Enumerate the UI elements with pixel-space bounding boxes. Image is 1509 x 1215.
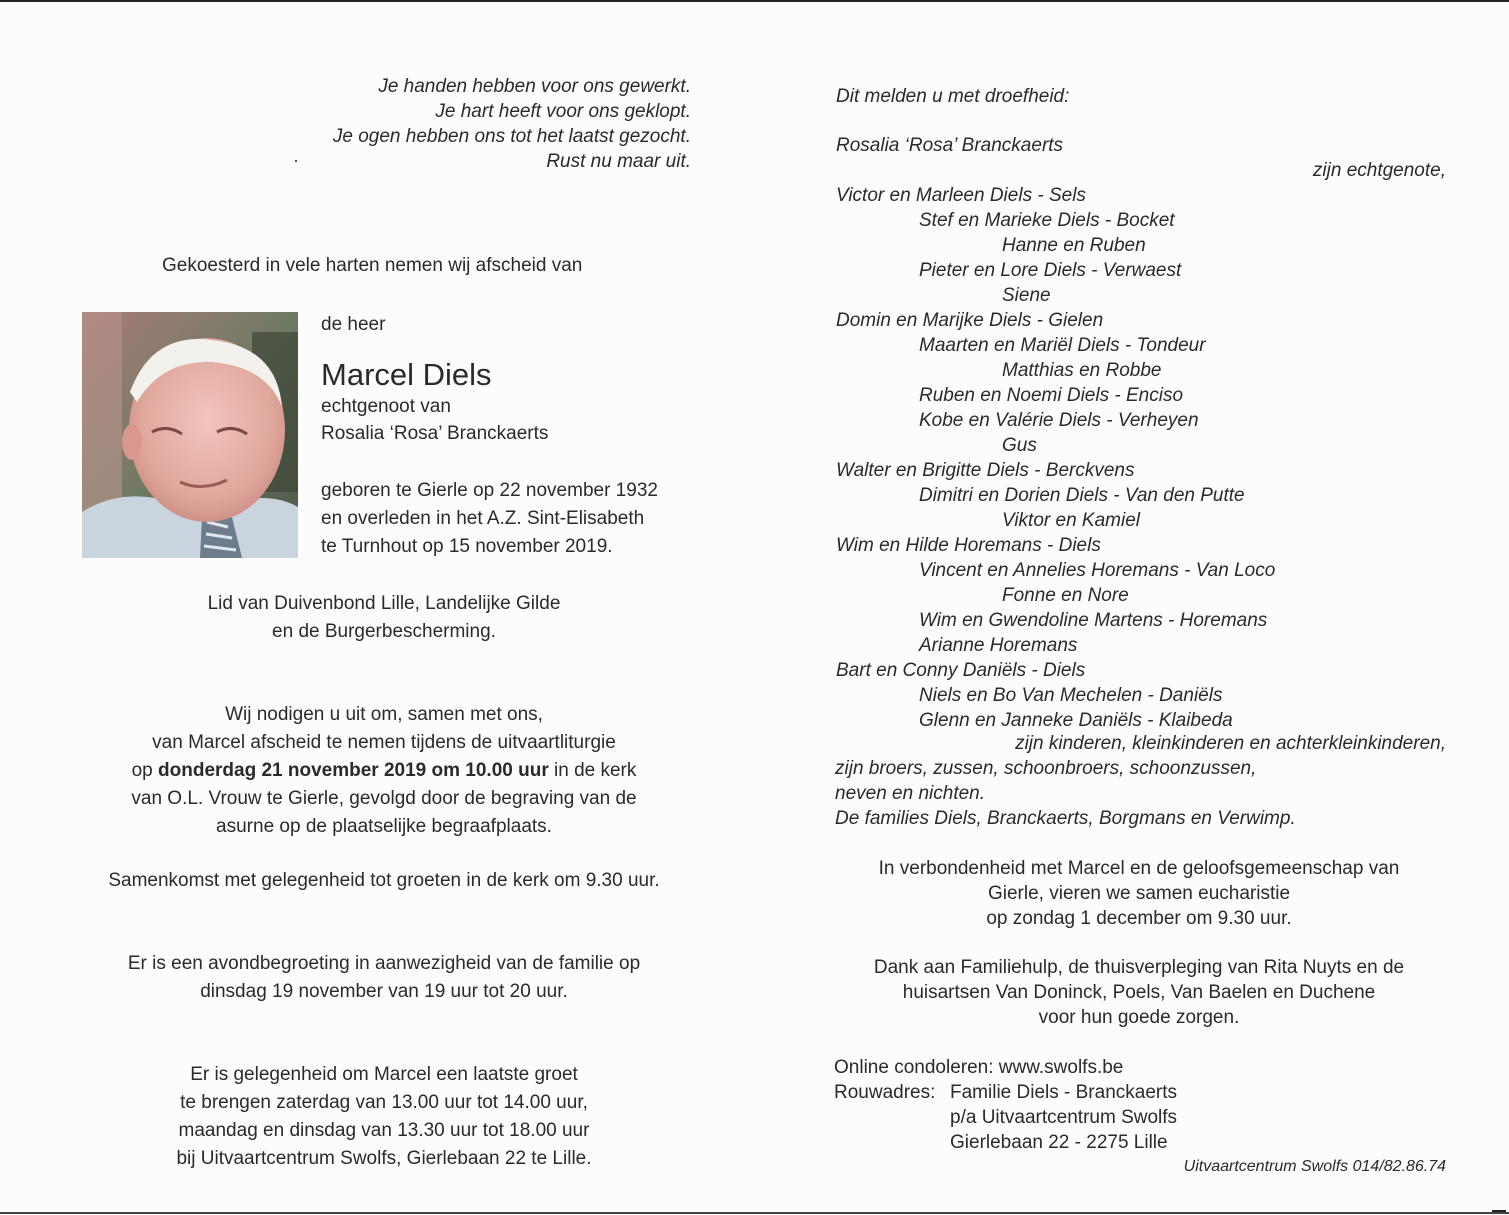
viewing-line: Er is gelegenheid om Marcel een laatste groet [190,1064,578,1085]
eucharist-line: op zondag 1 december om 9.30 uur. [986,908,1292,929]
family-member-line: Hanne en Ruben [1002,235,1146,256]
online-condolence: Online condoleren: www.swolfs.be [834,1057,1124,1078]
evening-line: Er is een avondbegroeting in aanwezigheid van de familie op [127,953,641,974]
invitation-line: van O.L. Vrouw te Gierle, gevolgd door de begraving van de [131,788,637,809]
membership [134,590,634,646]
viewing-hours [84,1061,684,1173]
address-label: Rouwadres: [834,1082,936,1103]
invitation-line: asurne op de plaatselijke begraafplaats. [216,816,552,837]
funeral-home-footer: Uitvaartcentrum Swolfs 014/82.86.74 [1183,1158,1446,1175]
address-line: Familie Diels - Branckaerts [950,1082,1177,1103]
birth-death-info [321,477,658,561]
children-role: zijn kinderen, kleinkinderen en achterkleinkinderen, [1015,733,1446,754]
relatives-line: neven en nichten. [835,783,986,804]
birth-line: en overleden in het A.Z. Sint-Elisabeth [321,508,645,529]
thanks-line: voor hun goede zorgen. [1038,1007,1240,1028]
memorial-poem [250,74,691,174]
viewing-line: maandag en dinsdag van 13.30 uur tot 18.00 uur [178,1120,590,1141]
farewell-intro: Gekoesterd in vele harten nemen wij afscheid van [162,255,583,276]
evening-visitation [64,950,704,1006]
family-member-line: Dimitri en Dorien Diels - Van den Putte [919,485,1245,506]
birth-line: geboren te Gierle op 22 november 1932 [321,480,658,501]
family-member-line: Siene [1002,285,1051,306]
thanks-line: huisartsen Van Doninck, Poels, Van Baelen en Duchene [902,982,1376,1003]
membership-line: Lid van Duivenbond Lille, Landelijke Gilde [207,593,561,614]
funeral-datetime: donderdag 21 november 2019 om 10.00 uur [158,760,549,781]
fold-mark [1492,1210,1506,1212]
announcement: Dit melden u met droefheid: [836,86,1070,107]
eucharist-line: In verbondenheid met Marcel en de geloofsgemeenschap van [878,858,1400,879]
family-list [836,183,1456,733]
family-member-line: Victor en Marleen Diels - Sels [836,185,1086,206]
poem-line: Je hart heeft voor ons geklopt. [435,101,691,122]
poem-line: Je ogen hebben ons tot het laatst gezocht. [332,126,691,147]
poem-line: Rust nu maar uit. [546,151,691,172]
portrait-photo [82,312,298,558]
family-member-line: Niels en Bo Van Mechelen - Daniëls [919,685,1223,706]
relatives-line: De families Diels, Branckaerts, Borgmans en Verwimp. [835,808,1296,829]
invitation-line: van Marcel afscheid te nemen tijdens de uitvaartliturgie [152,732,616,753]
family-member-line: Arianne Horemans [919,635,1078,656]
family-member-line: Wim en Hilde Horemans - Diels [836,535,1101,556]
address-line: Gierlebaan 22 - 2275 Lille [950,1132,1168,1153]
bottom-border [0,1212,1509,1214]
thanks-line: Dank aan Familiehulp, de thuisverpleging van Rita Nuyts en de [873,957,1405,978]
eucharist-line: Gierle, vieren we samen eucharistie [987,883,1291,904]
family-member-line: Stef en Marieke Diels - Bocket [919,210,1175,231]
thanks-note [829,955,1449,1030]
family-member-line: Matthias en Robbe [1002,360,1162,381]
widow-role: zijn echtgenote, [1312,160,1446,181]
invitation-line [84,757,684,785]
viewing-line: te brengen zaterdag van 13.00 uur tot 14.00 uur, [180,1092,588,1113]
honorific: de heer [321,314,386,335]
widow-name: Rosalia ‘Rosa’ Branckaerts [836,135,1064,156]
family-member-line: Domin en Marijke Diels - Gielen [836,310,1104,331]
mourning-address [950,1080,1177,1155]
viewing-line: bij Uitvaartcentrum Swolfs, Gierlebaan 22 te Lille. [176,1148,592,1169]
family-member-line: Vincent en Annelies Horemans - Van Loco [919,560,1276,581]
family-member-line: Walter en Brigitte Diels - Berckvens [836,460,1135,481]
spouse-label: echtgenoot van [321,396,451,417]
funeral-invitation [84,701,684,841]
family-member-line: Gus [1002,435,1037,456]
family-member-line: Viktor en Kamiel [1002,510,1140,531]
membership-line: en de Burgerbescherming. [272,621,496,642]
poem-line: Je handen hebben voor ons gewerkt. [378,76,691,97]
family-member-line: Kobe en Valérie Diels - Verheyen [919,410,1199,431]
birth-line: te Turnhout op 15 november 2019. [321,536,613,557]
invitation-line: Wij nodigen u uit om, samen met ons, [225,704,543,725]
spouse-name: Rosalia ‘Rosa’ Branckaerts [321,423,549,444]
deceased-name: Marcel Diels [321,357,492,392]
address-line: p/a Uitvaartcentrum Swolfs [950,1107,1178,1128]
top-border [0,0,1509,2]
relatives-line: zijn broers, zussen, schoonbroers, schoonzussen, [835,758,1257,779]
family-member-line: Wim en Gwendoline Martens - Horemans [919,610,1268,631]
family-member-line: Ruben en Noemi Diels - Enciso [919,385,1184,406]
family-member-line: Bart en Conny Daniëls - Diels [836,660,1086,681]
family-member-line: Maarten en Mariël Diels - Tondeur [919,335,1206,356]
family-member-line: Fonne en Nore [1002,585,1129,606]
family-member-line: Glenn en Janneke Daniëls - Klaibeda [919,710,1233,731]
evening-line: dinsdag 19 november van 19 uur tot 20 uur. [200,981,568,1002]
invitation-text: in de kerk [548,760,637,781]
eucharist-notice [829,856,1449,931]
family-member-line: Pieter en Lore Diels - Verwaest [919,260,1182,281]
relatives [835,756,1296,831]
invitation-text: op [131,760,159,781]
gathering-note: Samenkomst met gelegenheid tot groeten in de kerk om 9.30 uur. [108,870,660,891]
